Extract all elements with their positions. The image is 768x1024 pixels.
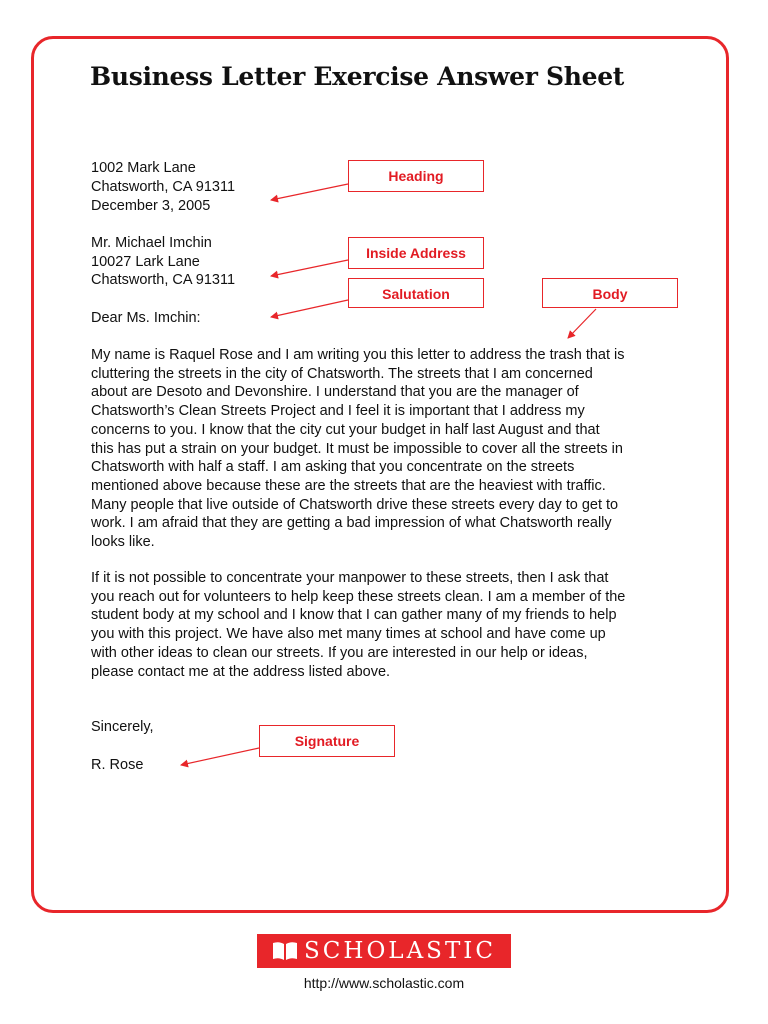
body-line: Chatsworth with half a staff. I am asking that you concentrate on the streets — [91, 459, 575, 476]
inside-address-name: Mr. Michael Imchin — [91, 235, 212, 251]
arrow-heading — [271, 184, 348, 200]
heading-line-city: Chatsworth, CA 91311 — [91, 179, 236, 195]
label-heading: Heading — [348, 160, 484, 192]
body-line: cluttering the streets in the city of Chatsworth. The streets that I am concerned — [91, 365, 593, 382]
body-line: Many people that live outside of Chatsworth drive these streets every day to get to — [91, 496, 619, 513]
body-line: mentioned above because these are the streets that are the heaviest with traffic. — [91, 477, 606, 494]
salutation: Dear Ms. Imchin: — [91, 310, 201, 326]
label-body: Body — [542, 278, 678, 308]
signature: R. Rose — [91, 757, 144, 773]
body-line: you with this project. We have also met many times at school and have come up — [91, 626, 606, 643]
body-line: you reach out for volunteers to help keep these streets clean. I am a member of the — [91, 588, 626, 605]
inside-address-street: 10027 Lark Lane — [91, 254, 200, 270]
scholastic-logo — [257, 934, 511, 968]
open-book-icon — [272, 940, 298, 962]
body-line: My name is Raquel Rose and I am writing you this letter to address the trash that is — [91, 347, 625, 363]
body-line: about are Desoto and Devonshire. I understand that you are the manager of — [91, 384, 579, 401]
arrow-inside-address — [271, 260, 348, 276]
body-line: with other ideas to clean our streets. If you are interested in our help or ideas, — [91, 644, 588, 661]
body-line: concerns to you. I know that the city cut your budget in half last August and that — [91, 421, 600, 438]
arrow-signature — [181, 748, 259, 765]
heading-line-date: December 3, 2005 — [91, 198, 211, 214]
label-signature: Signature — [259, 725, 395, 757]
body-line: this has put a strain on your budget. It must be impossible to cover all the streets in — [91, 440, 623, 457]
body-line: looks like. — [91, 534, 155, 551]
inside-address-city: Chatsworth, CA 91311 — [91, 272, 236, 288]
body-line: If it is not possible to concentrate your manpower to these streets, then I ask that — [91, 570, 609, 586]
logo-text: SCHOLASTIC — [304, 938, 496, 964]
body-line: student body at my school and I know that I can gather many of my friends to help — [91, 607, 617, 624]
label-salutation: Salutation — [348, 278, 484, 308]
body-line: work. I am afraid that they are getting a bad impression of what Chatsworth really — [91, 515, 612, 532]
arrow-body — [568, 309, 596, 338]
page-title: Business Letter Exercise Answer Sheet — [90, 62, 625, 91]
arrow-salutation — [271, 300, 348, 317]
footer-url[interactable]: http://www.scholastic.com — [303, 975, 465, 991]
heading-line-street: 1002 Mark Lane — [91, 160, 196, 176]
body-line: Chatsworth’s Clean Streets Project and I feel it is important that I address my — [91, 403, 585, 420]
closing: Sincerely, — [91, 719, 154, 735]
body-line: please contact me at the address listed above. — [91, 663, 391, 680]
label-inside-address: Inside Address — [348, 237, 484, 269]
